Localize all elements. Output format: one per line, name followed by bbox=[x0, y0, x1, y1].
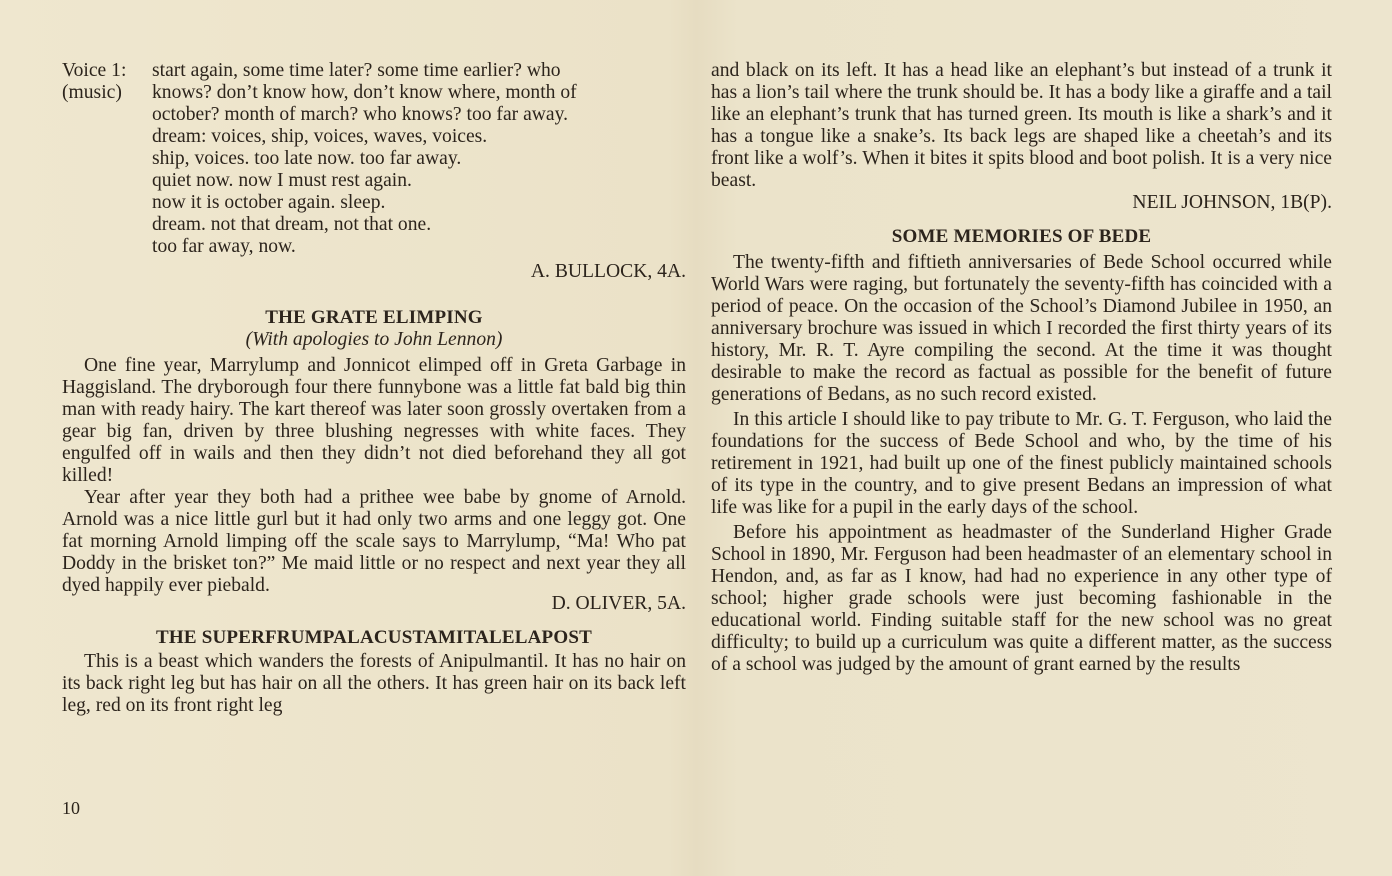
article-paragraph: In this article I should like to pay tribute to Mr. G. T. Ferguson, who laid the foundations for the success of Bede School and who, by the time of his retirement in 1921, had built up one of the finest publicly maintained schools of its type in the country, and to give present Bedans an impression of what life was like for a pupil in the early days of the school. bbox=[711, 409, 1332, 518]
article-subtitle: (With apologies to John Lennon) bbox=[245, 329, 503, 350]
poem-line: quiet now. now I must rest again. bbox=[152, 170, 412, 191]
article-paragraph: The twenty-fifth and fiftieth anniversaries of Bede School occurred while World Wars were raging, but fortunately the seventy-fifth has coincided with a period of peace. On the occasion of the School’s Diamond Jubilee in 1950, an anniversary brochure was issued in which I recorded the first thirty years of its history, Mr. R. T. Ayre compiling the second. At the time it was thought desirable to make the record as factual as possible for the benefit of future generations of Bedans, as no such record existed. bbox=[711, 252, 1332, 405]
voice-label bbox=[62, 60, 152, 104]
poem-line: now it is october again. sleep. bbox=[152, 192, 386, 213]
bede-memories-article bbox=[711, 226, 1332, 676]
article-paragraph: and black on its left. It has a head like an elephant’s but instead of a trunk it has a lion’s tail where the trunk should be. It has a body like a giraffe and a tail like an elephant’s trunk that has turned green. Its mouth is like a shark’s and it has a tongue like a snake’s. Its back legs are shaped like a cheetah’s and its front like a wolf’s. When it bites it spits blood and boot polish. It is a very nice beast. bbox=[711, 60, 1332, 191]
poem-lines bbox=[152, 60, 686, 258]
poem-line: dream. not that dream, not that one. bbox=[152, 214, 432, 235]
grate-elimping-article bbox=[62, 307, 686, 615]
beast-article bbox=[62, 627, 686, 717]
author-signature: NEIL JOHNSON, 1B(P). bbox=[1132, 192, 1332, 213]
poem-line: ship, voices. too late now. too far away. bbox=[152, 148, 462, 169]
article-paragraph: Before his appointment as headmaster of the Sunderland Higher Grade School in 1890, Mr. Ferguson had been headmaster of an elementary school in Hendon, and, as far as I know, had had no experience in any other type of school; higher grade schools were just becoming fashionable in the educational world. Finding suitable staff for the new school was no great difficulty; to build up a curriculum was quite a different matter, as the success of a school was judged by the amount of grant earned by the results bbox=[711, 522, 1332, 675]
article-title: THE GRATE ELIMPING bbox=[265, 307, 483, 328]
poem-line: knows? don’t know how, don’t know where, month of bbox=[152, 82, 577, 103]
voice-label-line: (music) bbox=[62, 82, 122, 103]
article-paragraph: This is a beast which wanders the forests of Anipulmantil. It has no hair on its back right leg but has hair on all the others. It has green hair on its back left leg, red on its front right leg bbox=[62, 651, 686, 716]
poem-line: october? month of march? who knows? too far away. bbox=[152, 104, 569, 125]
article-paragraph: Year after year they both had a prithee wee babe by gnome of Arnold. Arnold was a nice little gurl but it had only two arms and one leggy got. One fat morning Arnold limping off the scale says to Marrylump, “Ma! Who pat Doddy in the brisket ton?” Me maid little or no respect and next year they all dyed happily ever piebald. bbox=[62, 487, 686, 596]
author-signature: D. OLIVER, 5A. bbox=[551, 593, 686, 614]
voice-label-line: Voice 1: bbox=[62, 60, 127, 81]
article-title: THE SUPERFRUMPALACUSTAMITALELAPOST bbox=[156, 627, 592, 648]
voice-poem bbox=[62, 60, 686, 283]
right-column bbox=[711, 60, 1332, 676]
article-title: SOME MEMORIES OF BEDE bbox=[891, 226, 1152, 247]
poem-line: start again, some time later? some time earlier? who bbox=[152, 60, 561, 81]
left-column bbox=[62, 60, 686, 717]
poem-line: dream: voices, ship, voices, waves, voices. bbox=[152, 126, 488, 147]
poem-line: too far away, now. bbox=[152, 236, 296, 257]
page-number: 10 bbox=[62, 798, 80, 818]
author-signature: A. BULLOCK, 4A. bbox=[530, 261, 686, 282]
article-paragraph: One fine year, Marrylump and Jonnicot elimped off in Greta Garbage in Haggisland. The dryborough four there funnybone was a little fat bald big thin man with ready hairy. The kart thereof was later soon grossly overtaken from a gear big fan, driven by three blushing negresses with white faces. They engulfed off in wails and then they didn’t not died beforehand they all got killed! bbox=[62, 355, 686, 486]
